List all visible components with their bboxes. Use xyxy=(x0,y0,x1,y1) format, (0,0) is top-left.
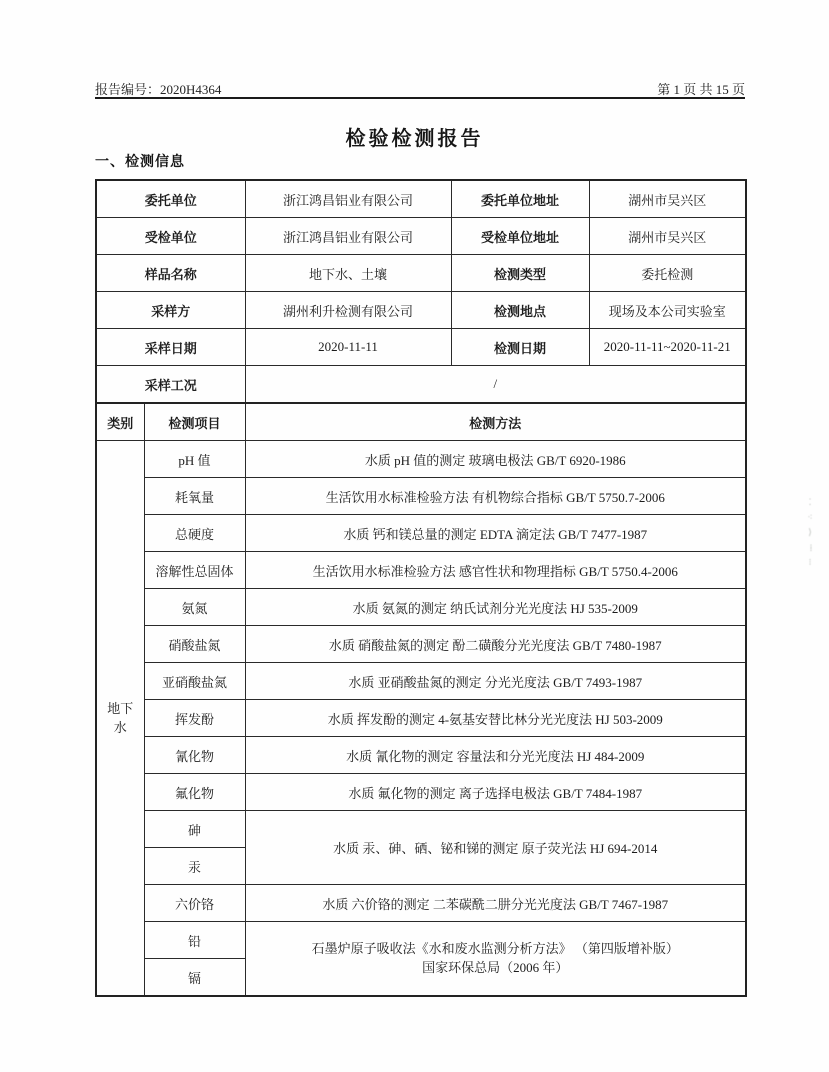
info-label: 委托单位 xyxy=(96,180,245,218)
info-label: 采样方 xyxy=(96,292,245,329)
info-value: 现场及本公司实验室 xyxy=(589,292,746,329)
info-label: 采样日期 xyxy=(96,329,245,366)
method-row xyxy=(96,922,746,959)
info-label: 检测日期 xyxy=(451,329,589,366)
method-row xyxy=(96,811,746,848)
method-row xyxy=(96,552,746,589)
method-row xyxy=(96,478,746,515)
info-value: 浙江鸿昌铝业有限公司 xyxy=(245,218,451,255)
scan-artifact-marks: ⁚⁖⟩⁞⁝ xyxy=(806,498,816,573)
method-row xyxy=(96,737,746,774)
method-item: 铅 xyxy=(144,922,245,959)
col-header-method: 检测方法 xyxy=(245,403,746,441)
method-item: 溶解性总固体 xyxy=(144,552,245,589)
method-text: 水质 pH 值的测定 玻璃电极法 GB/T 6920-1986 xyxy=(245,441,746,478)
method-item: 耗氧量 xyxy=(144,478,245,515)
method-item: 总硬度 xyxy=(144,515,245,552)
method-item: 亚硝酸盐氮 xyxy=(144,663,245,700)
methods-table xyxy=(95,402,747,997)
method-item: 六价铬 xyxy=(144,885,245,922)
tables-container xyxy=(95,179,745,997)
method-item: pH 值 xyxy=(144,441,245,478)
methods-header-row xyxy=(96,403,746,441)
info-row-sample-name xyxy=(96,255,746,292)
method-text: 水质 挥发酚的测定 4-氨基安替比林分光光度法 HJ 503-2009 xyxy=(245,700,746,737)
method-text: 水质 氨氮的测定 纳氏试剂分光光度法 HJ 535-2009 xyxy=(245,589,746,626)
method-item: 氨氮 xyxy=(144,589,245,626)
method-row xyxy=(96,774,746,811)
info-label: 受检单位 xyxy=(96,218,245,255)
info-value: 湖州市吴兴区 xyxy=(589,218,746,255)
method-item: 砷 xyxy=(144,811,245,848)
method-text: 水质 钙和镁总量的测定 EDTA 滴定法 GB/T 7477-1987 xyxy=(245,515,746,552)
report-number-label: 报告编号： xyxy=(95,82,161,97)
method-text: 生活饮用水标准检验方法 感官性状和物理指标 GB/T 5750.4-2006 xyxy=(245,552,746,589)
col-header-item: 检测项目 xyxy=(144,403,245,441)
info-label: 采样工况 xyxy=(96,366,245,404)
method-item: 硝酸盐氮 xyxy=(144,626,245,663)
method-text-line1: 石墨炉原子吸收法《水和废水监测分析方法》 （第四版增补版） xyxy=(311,940,679,956)
category-cell xyxy=(96,441,144,997)
info-row-sampling-condition xyxy=(96,366,746,404)
report-number xyxy=(95,79,221,98)
method-row xyxy=(96,700,746,737)
method-text: 水质 氰化物的测定 容量法和分光光度法 HJ 484-2009 xyxy=(245,737,746,774)
method-text-merged xyxy=(245,922,746,997)
method-text: 水质 硝酸盐氮的测定 酚二磺酸分光光度法 GB/T 7480-1987 xyxy=(245,626,746,663)
method-row xyxy=(96,589,746,626)
col-header-category: 类别 xyxy=(96,403,144,441)
method-text: 水质 亚硝酸盐氮的测定 分光光度法 GB/T 7493-1987 xyxy=(245,663,746,700)
method-item: 挥发酚 xyxy=(144,700,245,737)
method-row xyxy=(96,515,746,552)
method-item: 汞 xyxy=(144,848,245,885)
method-item: 氟化物 xyxy=(144,774,245,811)
info-label: 检测地点 xyxy=(451,292,589,329)
method-row xyxy=(96,626,746,663)
info-row-sampling-party xyxy=(96,292,746,329)
method-text: 水质 六价铬的测定 二苯碳酰二肼分光光度法 GB/T 7467-1987 xyxy=(245,885,746,922)
header-divider-line xyxy=(95,97,745,99)
info-value: 湖州市吴兴区 xyxy=(589,180,746,218)
info-value: 委托检测 xyxy=(589,255,746,292)
method-item: 氰化物 xyxy=(144,737,245,774)
method-text: 水质 氟化物的测定 离子选择电极法 GB/T 7484-1987 xyxy=(245,774,746,811)
info-label: 样品名称 xyxy=(96,255,245,292)
section-heading: 一、检测信息 xyxy=(95,153,185,169)
info-value: 湖州利升检测有限公司 xyxy=(245,292,451,329)
info-label: 委托单位地址 xyxy=(451,180,589,218)
document-title: 检验检测报告 xyxy=(345,128,484,150)
method-row xyxy=(96,885,746,922)
info-value: 浙江鸿昌铝业有限公司 xyxy=(245,180,451,218)
method-text-line2: 国家环保总局（2006 年） xyxy=(422,959,569,975)
info-value: 地下水、土壤 xyxy=(245,255,451,292)
method-row xyxy=(96,663,746,700)
info-table xyxy=(95,179,747,404)
info-value: 2020-11-11~2020-11-21 xyxy=(589,329,746,366)
category-label: 地下水 xyxy=(107,700,134,735)
page-header xyxy=(95,79,745,98)
info-label: 受检单位地址 xyxy=(451,218,589,255)
info-label: 检测类型 xyxy=(451,255,589,292)
page-indicator: 第 1 页 共 15 页 xyxy=(657,82,745,97)
method-item: 镉 xyxy=(144,959,245,997)
method-row xyxy=(96,441,746,478)
info-row-sampling-date xyxy=(96,329,746,366)
info-value-full: / xyxy=(245,366,746,404)
info-value: 2020-11-11 xyxy=(245,329,451,366)
method-text: 生活饮用水标准检验方法 有机物综合指标 GB/T 5750.7-2006 xyxy=(245,478,746,515)
info-row-client xyxy=(96,180,746,218)
method-text-merged: 水质 汞、砷、硒、铋和锑的测定 原子荧光法 HJ 694-2014 xyxy=(245,811,746,885)
info-row-inspected-unit xyxy=(96,218,746,255)
report-number-value: 2020H4364 xyxy=(160,82,222,97)
